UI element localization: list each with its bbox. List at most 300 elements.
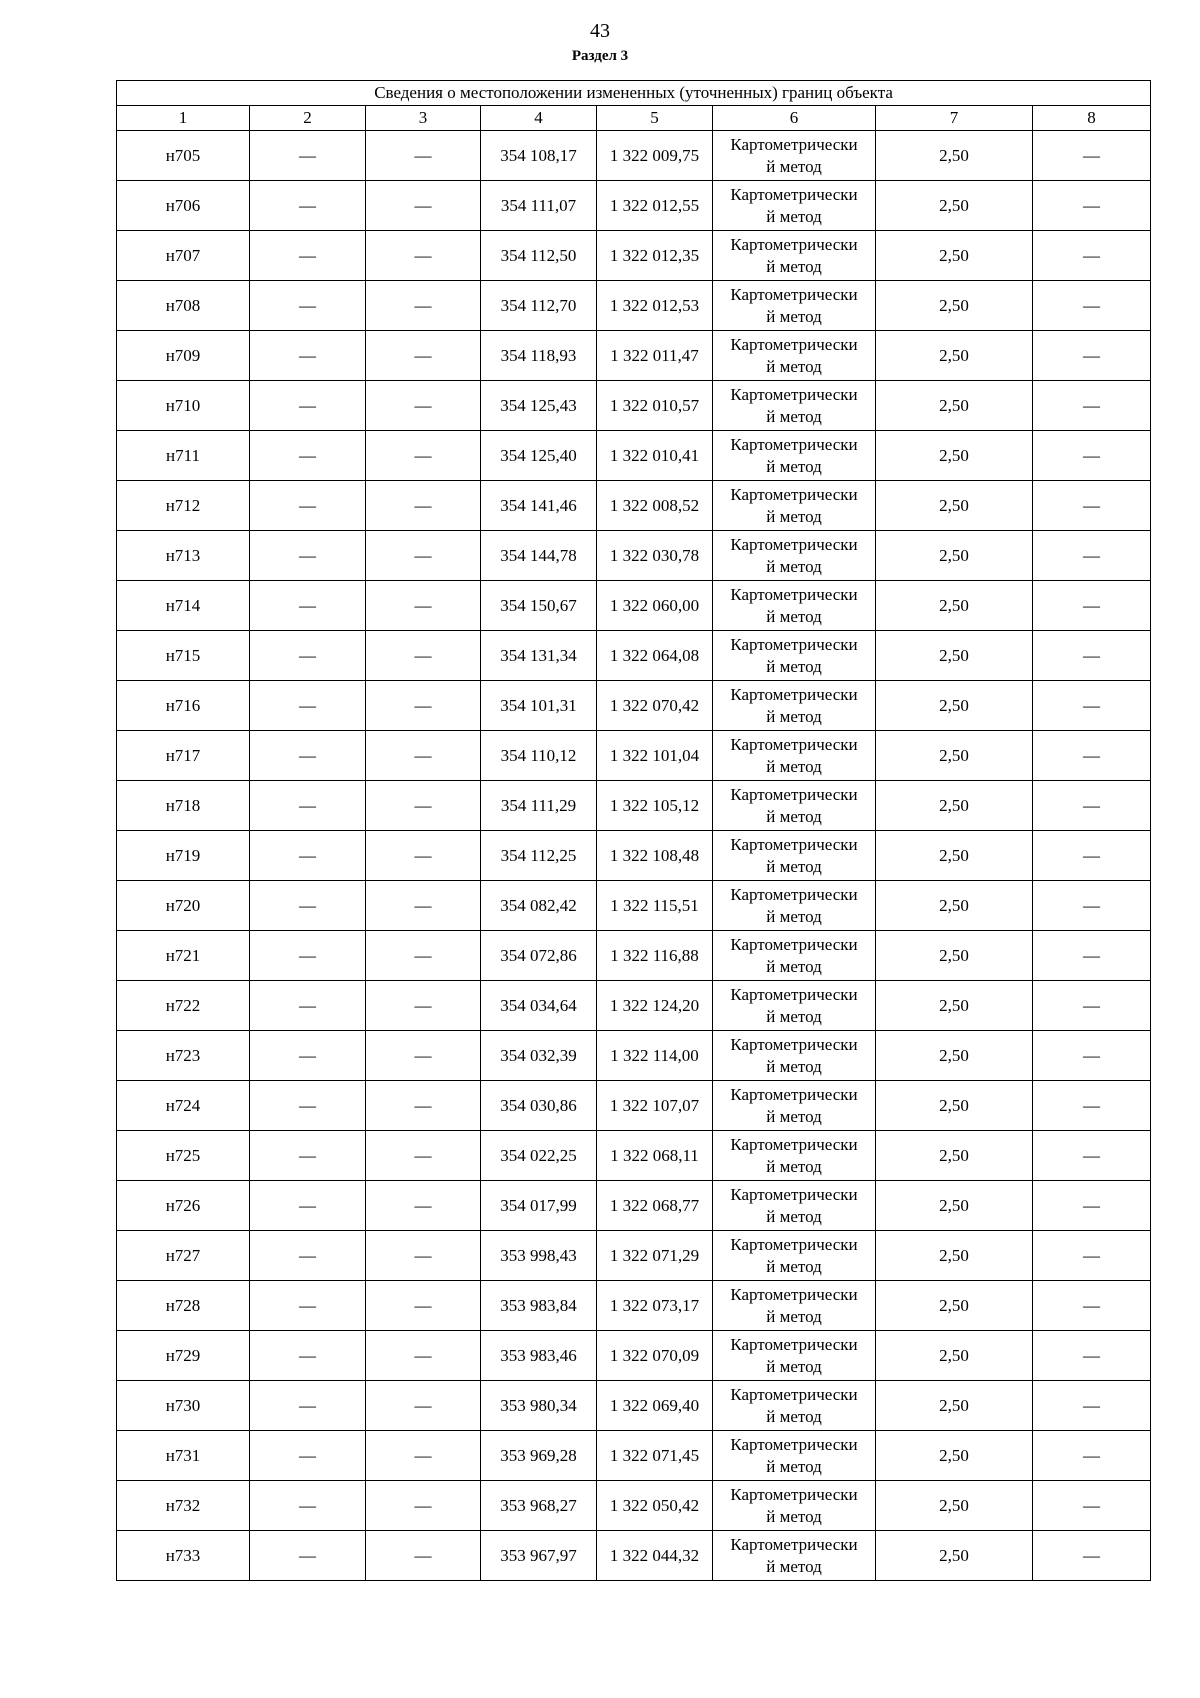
point-id-cell: н715: [117, 631, 250, 681]
point-id-cell: н709: [117, 331, 250, 381]
accuracy-cell: 2,50: [876, 1531, 1033, 1581]
cell-col3: —: [366, 381, 481, 431]
method-cell: [713, 1231, 876, 1281]
method-line: й метод: [766, 956, 822, 976]
point-id-cell: н723: [117, 1031, 250, 1081]
cell-col3: —: [366, 331, 481, 381]
y-coordinate-cell: 1 322 070,09: [597, 1331, 713, 1381]
y-coordinate-cell: 1 322 124,20: [597, 981, 713, 1031]
x-coordinate-cell: 354 017,99: [481, 1181, 597, 1231]
x-coordinate-cell: 354 072,86: [481, 931, 597, 981]
cell-col2: —: [250, 1081, 366, 1131]
method-cell: [713, 831, 876, 881]
method-cell: [713, 1131, 876, 1181]
accuracy-cell: 2,50: [876, 1181, 1033, 1231]
cell-col2: —: [250, 331, 366, 381]
cell-col2: —: [250, 581, 366, 631]
cell-col8: —: [1033, 231, 1151, 281]
cell-col8: —: [1033, 281, 1151, 331]
accuracy-cell: 2,50: [876, 731, 1033, 781]
method-line: й метод: [766, 756, 822, 776]
cell-col2: —: [250, 1331, 366, 1381]
method-line: Картометрически: [730, 784, 858, 804]
accuracy-cell: 2,50: [876, 1031, 1033, 1081]
accuracy-cell: 2,50: [876, 381, 1033, 431]
point-id-cell: н720: [117, 881, 250, 931]
point-id-cell: н733: [117, 1531, 250, 1581]
method-cell: [713, 581, 876, 631]
cell-col3: —: [366, 231, 481, 281]
accuracy-cell: 2,50: [876, 831, 1033, 881]
table-row: [117, 1331, 1151, 1381]
cell-col8: —: [1033, 1381, 1151, 1431]
y-coordinate-cell: 1 322 012,53: [597, 281, 713, 331]
cell-col3: —: [366, 181, 481, 231]
y-coordinate-cell: 1 322 012,35: [597, 231, 713, 281]
y-coordinate-cell: 1 322 011,47: [597, 331, 713, 381]
method-cell: [713, 531, 876, 581]
method-cell: [713, 1481, 876, 1531]
method-line: й метод: [766, 1256, 822, 1276]
x-coordinate-cell: 353 968,27: [481, 1481, 597, 1531]
cell-col3: —: [366, 781, 481, 831]
y-coordinate-cell: 1 322 060,00: [597, 581, 713, 631]
y-coordinate-cell: 1 322 101,04: [597, 731, 713, 781]
cell-col8: —: [1033, 681, 1151, 731]
x-coordinate-cell: 354 112,50: [481, 231, 597, 281]
cell-col3: —: [366, 1531, 481, 1581]
cell-col3: —: [366, 581, 481, 631]
method-line: Картометрически: [730, 134, 858, 154]
table-row: [117, 1431, 1151, 1481]
accuracy-cell: 2,50: [876, 1131, 1033, 1181]
cell-col3: —: [366, 831, 481, 881]
y-coordinate-cell: 1 322 071,45: [597, 1431, 713, 1481]
method-cell: [713, 1081, 876, 1131]
method-line: Картометрически: [730, 284, 858, 304]
y-coordinate-cell: 1 322 010,57: [597, 381, 713, 431]
cell-col3: —: [366, 1431, 481, 1481]
table-row: [117, 281, 1151, 331]
cell-col3: —: [366, 431, 481, 481]
cell-col2: —: [250, 1481, 366, 1531]
cell-col8: —: [1033, 381, 1151, 431]
cell-col3: —: [366, 681, 481, 731]
accuracy-cell: 2,50: [876, 531, 1033, 581]
method-line: Картометрически: [730, 984, 858, 1004]
method-line: Картометрически: [730, 1084, 858, 1104]
method-line: й метод: [766, 406, 822, 426]
table-row: [117, 831, 1151, 881]
cell-col3: —: [366, 1231, 481, 1281]
method-line: Картометрически: [730, 334, 858, 354]
cell-col3: —: [366, 981, 481, 1031]
y-coordinate-cell: 1 322 069,40: [597, 1381, 713, 1431]
method-cell: [713, 1381, 876, 1431]
method-cell: [713, 481, 876, 531]
method-cell: [713, 231, 876, 281]
cell-col8: —: [1033, 181, 1151, 231]
table-row: [117, 1181, 1151, 1231]
x-coordinate-cell: 354 101,31: [481, 681, 597, 731]
cell-col8: —: [1033, 631, 1151, 681]
cell-col8: —: [1033, 1031, 1151, 1081]
method-line: й метод: [766, 906, 822, 926]
point-id-cell: н729: [117, 1331, 250, 1381]
method-line: й метод: [766, 656, 822, 676]
method-cell: [713, 281, 876, 331]
method-line: Картометрически: [730, 1134, 858, 1154]
cell-col8: —: [1033, 881, 1151, 931]
cell-col3: —: [366, 1381, 481, 1431]
y-coordinate-cell: 1 322 030,78: [597, 531, 713, 581]
x-coordinate-cell: 353 980,34: [481, 1381, 597, 1431]
y-coordinate-cell: 1 322 073,17: [597, 1281, 713, 1331]
y-coordinate-cell: 1 322 008,52: [597, 481, 713, 531]
cell-col2: —: [250, 981, 366, 1031]
table-row: [117, 531, 1151, 581]
x-coordinate-cell: 354 141,46: [481, 481, 597, 531]
method-cell: [713, 381, 876, 431]
method-cell: [713, 431, 876, 481]
table-row: [117, 581, 1151, 631]
cell-col8: —: [1033, 831, 1151, 881]
cell-col8: —: [1033, 1431, 1151, 1481]
point-id-cell: н721: [117, 931, 250, 981]
y-coordinate-cell: 1 322 107,07: [597, 1081, 713, 1131]
cell-col2: —: [250, 781, 366, 831]
cell-col2: —: [250, 1231, 366, 1281]
cell-col2: —: [250, 181, 366, 231]
method-line: й метод: [766, 1456, 822, 1476]
column-header: 5: [597, 106, 713, 131]
cell-col2: —: [250, 381, 366, 431]
y-coordinate-cell: 1 322 012,55: [597, 181, 713, 231]
column-header: 2: [250, 106, 366, 131]
table-row: [117, 781, 1151, 831]
accuracy-cell: 2,50: [876, 231, 1033, 281]
method-cell: [713, 1331, 876, 1381]
x-coordinate-cell: 353 983,84: [481, 1281, 597, 1331]
method-line: Картометрически: [730, 384, 858, 404]
cell-col3: —: [366, 281, 481, 331]
y-coordinate-cell: 1 322 071,29: [597, 1231, 713, 1281]
x-coordinate-cell: 354 030,86: [481, 1081, 597, 1131]
section-title: Раздел 3: [571, 48, 629, 64]
method-line: й метод: [766, 1556, 822, 1576]
method-cell: [713, 1431, 876, 1481]
method-line: Картометрически: [730, 684, 858, 704]
accuracy-cell: 2,50: [876, 1331, 1033, 1381]
method-cell: [713, 731, 876, 781]
accuracy-cell: 2,50: [876, 1281, 1033, 1331]
table-row: [117, 431, 1151, 481]
method-line: Картометрически: [730, 934, 858, 954]
table-row: [117, 1281, 1151, 1331]
point-id-cell: н713: [117, 531, 250, 581]
cell-col8: —: [1033, 1131, 1151, 1181]
cell-col2: —: [250, 1431, 366, 1481]
cell-col3: —: [366, 1081, 481, 1131]
table-row: [117, 131, 1151, 181]
x-coordinate-cell: 353 983,46: [481, 1331, 597, 1381]
table-row: [117, 231, 1151, 281]
method-line: Картометрически: [730, 184, 858, 204]
cell-col2: —: [250, 481, 366, 531]
accuracy-cell: 2,50: [876, 431, 1033, 481]
cell-col8: —: [1033, 1181, 1151, 1231]
cell-col3: —: [366, 1131, 481, 1181]
method-cell: [713, 931, 876, 981]
cell-col2: —: [250, 281, 366, 331]
accuracy-cell: 2,50: [876, 981, 1033, 1031]
table-row: [117, 731, 1151, 781]
point-id-cell: н718: [117, 781, 250, 831]
cell-col2: —: [250, 231, 366, 281]
y-coordinate-cell: 1 322 105,12: [597, 781, 713, 831]
method-cell: [713, 881, 876, 931]
method-cell: [713, 631, 876, 681]
accuracy-cell: 2,50: [876, 1381, 1033, 1431]
point-id-cell: н710: [117, 381, 250, 431]
method-line: й метод: [766, 1056, 822, 1076]
point-id-cell: н712: [117, 481, 250, 531]
method-line: й метод: [766, 1306, 822, 1326]
point-id-cell: н714: [117, 581, 250, 631]
cell-col8: —: [1033, 581, 1151, 631]
point-id-cell: н706: [117, 181, 250, 231]
method-cell: [713, 681, 876, 731]
cell-col2: —: [250, 881, 366, 931]
accuracy-cell: 2,50: [876, 1481, 1033, 1531]
cell-col3: —: [366, 1481, 481, 1531]
method-line: Картометрически: [730, 1334, 858, 1354]
method-line: Картометрически: [730, 1534, 858, 1554]
table-row: [117, 1531, 1151, 1581]
point-id-cell: н725: [117, 1131, 250, 1181]
method-cell: [713, 1031, 876, 1081]
method-line: Картометрически: [730, 1434, 858, 1454]
cell-col3: —: [366, 631, 481, 681]
x-coordinate-cell: 354 125,40: [481, 431, 597, 481]
x-coordinate-cell: 353 969,28: [481, 1431, 597, 1481]
table-body: [117, 131, 1151, 1581]
y-coordinate-cell: 1 322 009,75: [597, 131, 713, 181]
x-coordinate-cell: 354 082,42: [481, 881, 597, 931]
method-line: й метод: [766, 606, 822, 626]
method-line: й метод: [766, 256, 822, 276]
column-header: 1: [117, 106, 250, 131]
accuracy-cell: 2,50: [876, 1431, 1033, 1481]
cell-col2: —: [250, 1131, 366, 1181]
table-row: [117, 381, 1151, 431]
cell-col3: —: [366, 131, 481, 181]
x-coordinate-cell: 353 967,97: [481, 1531, 597, 1581]
method-line: й метод: [766, 556, 822, 576]
method-line: й метод: [766, 356, 822, 376]
table-row: [117, 1131, 1151, 1181]
column-header: 8: [1033, 106, 1151, 131]
method-line: Картометрически: [730, 1184, 858, 1204]
point-id-cell: н726: [117, 1181, 250, 1231]
y-coordinate-cell: 1 322 115,51: [597, 881, 713, 931]
accuracy-cell: 2,50: [876, 131, 1033, 181]
method-line: й метод: [766, 706, 822, 726]
cell-col2: —: [250, 731, 366, 781]
cell-col2: —: [250, 831, 366, 881]
page-number: 43: [590, 20, 610, 42]
x-coordinate-cell: 354 131,34: [481, 631, 597, 681]
cell-col8: —: [1033, 931, 1151, 981]
point-id-cell: н716: [117, 681, 250, 731]
method-line: Картометрически: [730, 234, 858, 254]
accuracy-cell: 2,50: [876, 281, 1033, 331]
cell-col8: —: [1033, 731, 1151, 781]
method-line: й метод: [766, 1206, 822, 1226]
accuracy-cell: 2,50: [876, 681, 1033, 731]
y-coordinate-cell: 1 322 068,11: [597, 1131, 713, 1181]
cell-col8: —: [1033, 1231, 1151, 1281]
point-id-cell: н732: [117, 1481, 250, 1531]
table-row: [117, 931, 1151, 981]
column-header: 7: [876, 106, 1033, 131]
method-line: й метод: [766, 1006, 822, 1026]
method-line: Картометрически: [730, 584, 858, 604]
method-line: Картометрически: [730, 1484, 858, 1504]
x-coordinate-cell: 354 125,43: [481, 381, 597, 431]
method-line: Картометрически: [730, 1034, 858, 1054]
method-line: й метод: [766, 306, 822, 326]
table-row: [117, 681, 1151, 731]
cell-col2: —: [250, 531, 366, 581]
method-line: й метод: [766, 856, 822, 876]
table-row: [117, 631, 1151, 681]
cell-col8: —: [1033, 781, 1151, 831]
table-caption-row: [117, 81, 1151, 106]
method-line: й метод: [766, 206, 822, 226]
method-line: й метод: [766, 456, 822, 476]
point-id-cell: н727: [117, 1231, 250, 1281]
cell-col3: —: [366, 731, 481, 781]
cell-col8: —: [1033, 1281, 1151, 1331]
cell-col3: —: [366, 531, 481, 581]
y-coordinate-cell: 1 322 050,42: [597, 1481, 713, 1531]
x-coordinate-cell: 354 112,25: [481, 831, 597, 881]
accuracy-cell: 2,50: [876, 881, 1033, 931]
accuracy-cell: 2,50: [876, 1081, 1033, 1131]
method-line: Картометрически: [730, 1284, 858, 1304]
method-line: Картометрически: [730, 884, 858, 904]
method-cell: [713, 181, 876, 231]
y-coordinate-cell: 1 322 010,41: [597, 431, 713, 481]
table-row: [117, 181, 1151, 231]
x-coordinate-cell: 354 032,39: [481, 1031, 597, 1081]
x-coordinate-cell: 354 111,29: [481, 781, 597, 831]
x-coordinate-cell: 354 110,12: [481, 731, 597, 781]
cell-col2: —: [250, 1181, 366, 1231]
point-id-cell: н730: [117, 1381, 250, 1431]
cell-col8: —: [1033, 331, 1151, 381]
cell-col3: —: [366, 881, 481, 931]
x-coordinate-cell: 354 022,25: [481, 1131, 597, 1181]
cell-col3: —: [366, 1031, 481, 1081]
x-coordinate-cell: 354 144,78: [481, 531, 597, 581]
cell-col8: —: [1033, 1531, 1151, 1581]
x-coordinate-cell: 354 112,70: [481, 281, 597, 331]
cell-col3: —: [366, 1281, 481, 1331]
method-cell: [713, 781, 876, 831]
x-coordinate-cell: 354 150,67: [481, 581, 597, 631]
point-id-cell: н722: [117, 981, 250, 1031]
x-coordinate-cell: 354 108,17: [481, 131, 597, 181]
table-row: [117, 331, 1151, 381]
table-row: [117, 481, 1151, 531]
cell-col2: —: [250, 931, 366, 981]
accuracy-cell: 2,50: [876, 781, 1033, 831]
y-coordinate-cell: 1 322 064,08: [597, 631, 713, 681]
y-coordinate-cell: 1 322 114,00: [597, 1031, 713, 1081]
method-line: й метод: [766, 1406, 822, 1426]
point-id-cell: н731: [117, 1431, 250, 1481]
point-id-cell: н728: [117, 1281, 250, 1331]
method-cell: [713, 981, 876, 1031]
method-line: Картометрически: [730, 634, 858, 654]
table-header-row: [117, 106, 1151, 131]
cell-col8: —: [1033, 431, 1151, 481]
point-id-cell: н705: [117, 131, 250, 181]
cell-col2: —: [250, 631, 366, 681]
cell-col2: —: [250, 1281, 366, 1331]
y-coordinate-cell: 1 322 108,48: [597, 831, 713, 881]
cell-col2: —: [250, 1531, 366, 1581]
accuracy-cell: 2,50: [876, 931, 1033, 981]
cell-col3: —: [366, 1331, 481, 1381]
method-cell: [713, 331, 876, 381]
method-cell: [713, 1281, 876, 1331]
cell-col2: —: [250, 681, 366, 731]
cell-col3: —: [366, 931, 481, 981]
table-row: [117, 1031, 1151, 1081]
accuracy-cell: 2,50: [876, 181, 1033, 231]
method-line: Картометрически: [730, 1234, 858, 1254]
method-line: й метод: [766, 806, 822, 826]
point-id-cell: н724: [117, 1081, 250, 1131]
column-header: 4: [481, 106, 597, 131]
cell-col8: —: [1033, 481, 1151, 531]
method-line: й метод: [766, 156, 822, 176]
method-line: Картометрически: [730, 534, 858, 554]
cell-col3: —: [366, 481, 481, 531]
point-id-cell: н717: [117, 731, 250, 781]
accuracy-cell: 2,50: [876, 1231, 1033, 1281]
cell-col2: —: [250, 131, 366, 181]
table-row: [117, 1481, 1151, 1531]
x-coordinate-cell: 353 998,43: [481, 1231, 597, 1281]
x-coordinate-cell: 354 118,93: [481, 331, 597, 381]
method-line: й метод: [766, 1156, 822, 1176]
y-coordinate-cell: 1 322 070,42: [597, 681, 713, 731]
table-row: [117, 1231, 1151, 1281]
method-line: Картометрически: [730, 1384, 858, 1404]
point-id-cell: н708: [117, 281, 250, 331]
table-row: [117, 1081, 1151, 1131]
accuracy-cell: 2,50: [876, 581, 1033, 631]
method-cell: [713, 131, 876, 181]
method-line: Картометрически: [730, 484, 858, 504]
x-coordinate-cell: 354 034,64: [481, 981, 597, 1031]
method-line: й метод: [766, 1506, 822, 1526]
y-coordinate-cell: 1 322 044,32: [597, 1531, 713, 1581]
